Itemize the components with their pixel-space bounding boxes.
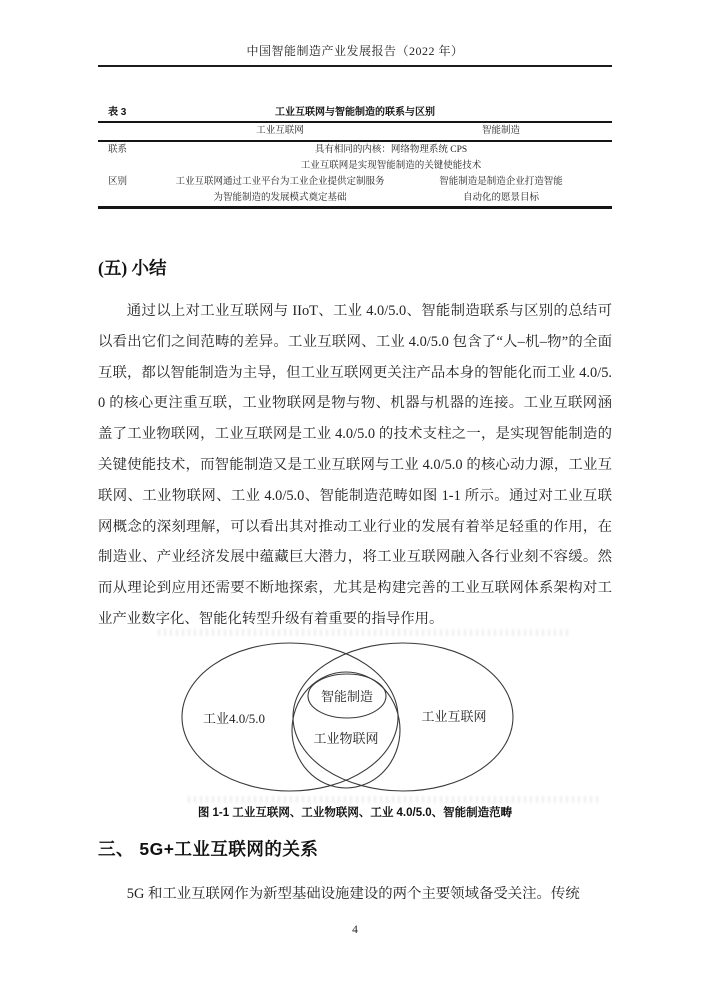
table	[98, 121, 612, 209]
table-header-row	[98, 123, 612, 142]
table-row	[98, 174, 612, 190]
running-header	[98, 0, 612, 67]
page-number: 4	[352, 923, 358, 936]
table-row	[98, 158, 612, 174]
report-title: 中国智能制造产业发展报告（2022 年）	[246, 44, 464, 58]
table-caption-row	[98, 104, 612, 121]
venn-diagram	[98, 639, 612, 795]
5g-paragraph: 5G 和工业互联网作为新型基础设施建设的两个主要领域备受关注。传统	[126, 885, 580, 902]
row-label: 区别	[108, 177, 128, 187]
figure-caption: 图 1-1 工业互联网、工业物联网、工业 4.0/5.0、智能制造范畴	[197, 806, 513, 819]
row-cell: 自动化的愿景目标	[462, 193, 539, 203]
row-cell: 智能制造是制造企业打造智能	[439, 177, 563, 187]
table-label: 表 3	[108, 107, 127, 118]
table-header-col2: 智能制造	[481, 126, 520, 136]
summary-paragraph: 通过以上对工业互联网与 IIoT、工业 4.0/5.0、智能制造联系与区别的总结可以看出它们之间范畴的差异。工业互联网、工业 4.0/5.0 包含了“人–机–物”的全面互联，都以智能制造为主导，但工业互联网更关注产品本身的智能化而工业 4.0/5.0 的核心更注重互联，工业物联网是物与物、机器与机器的连接。工业互联网涵盖了工业物联网，工业互联网是工业 4.0/5.0 的技术支柱之一，是实现智能制造的关键使能技术，而智能制造又是工业互联网与工业 4.0/5.0 的核心动力源，工业互联网、工业物联网、工业 4.0/5.0、智能制造范畴如图 1-1 所示。通过对工业互联网概念的深刻理解，可以看出其对推动工业行业的发展有着举足轻重的作用，在制造业、产业经济发展中蕴藏巨大潜力，将工业互联网融入各行业刻不容缓。然而从理论到应用还需要不断地探索，尤其是构建完善的工业互联网体系架构对工业产业数字化、智能化转型升级有着重要的指导作用。	[98, 303, 612, 627]
table-header-col1: 工业互联网	[256, 126, 304, 136]
page-content	[98, 0, 612, 936]
row-cell: 工业互联网通过工业平台为工业企业提供定制服务	[175, 177, 385, 187]
venn-label-industrial-internet: 工业互联网	[421, 708, 487, 724]
table-row	[98, 142, 612, 158]
section-heading-5g: 三、 5G+工业互联网的关系	[98, 838, 319, 859]
row-cell: 具有相同的内核：网络物理系统 CPS	[314, 145, 468, 155]
scan-artifact	[188, 796, 602, 803]
table-title: 工业互联网与智能制造的联系与区别	[275, 107, 435, 118]
venn-diagram-figure	[98, 639, 612, 795]
row-label: 联系	[108, 145, 128, 155]
section-heading-summary: (五) 小结	[98, 258, 167, 278]
venn-label-smart-manufacturing: 智能制造	[320, 688, 374, 704]
venn-label-industry40: 工业4.0/5.0	[202, 710, 266, 726]
table-3-block	[98, 104, 612, 209]
table-row	[98, 190, 612, 206]
row-cell: 工业互联网是实现智能制造的关键使能技术	[300, 161, 482, 171]
venn-label-iiot: 工业物联网	[313, 730, 379, 746]
row-cell: 为智能制造的发展模式奠定基础	[213, 193, 347, 203]
